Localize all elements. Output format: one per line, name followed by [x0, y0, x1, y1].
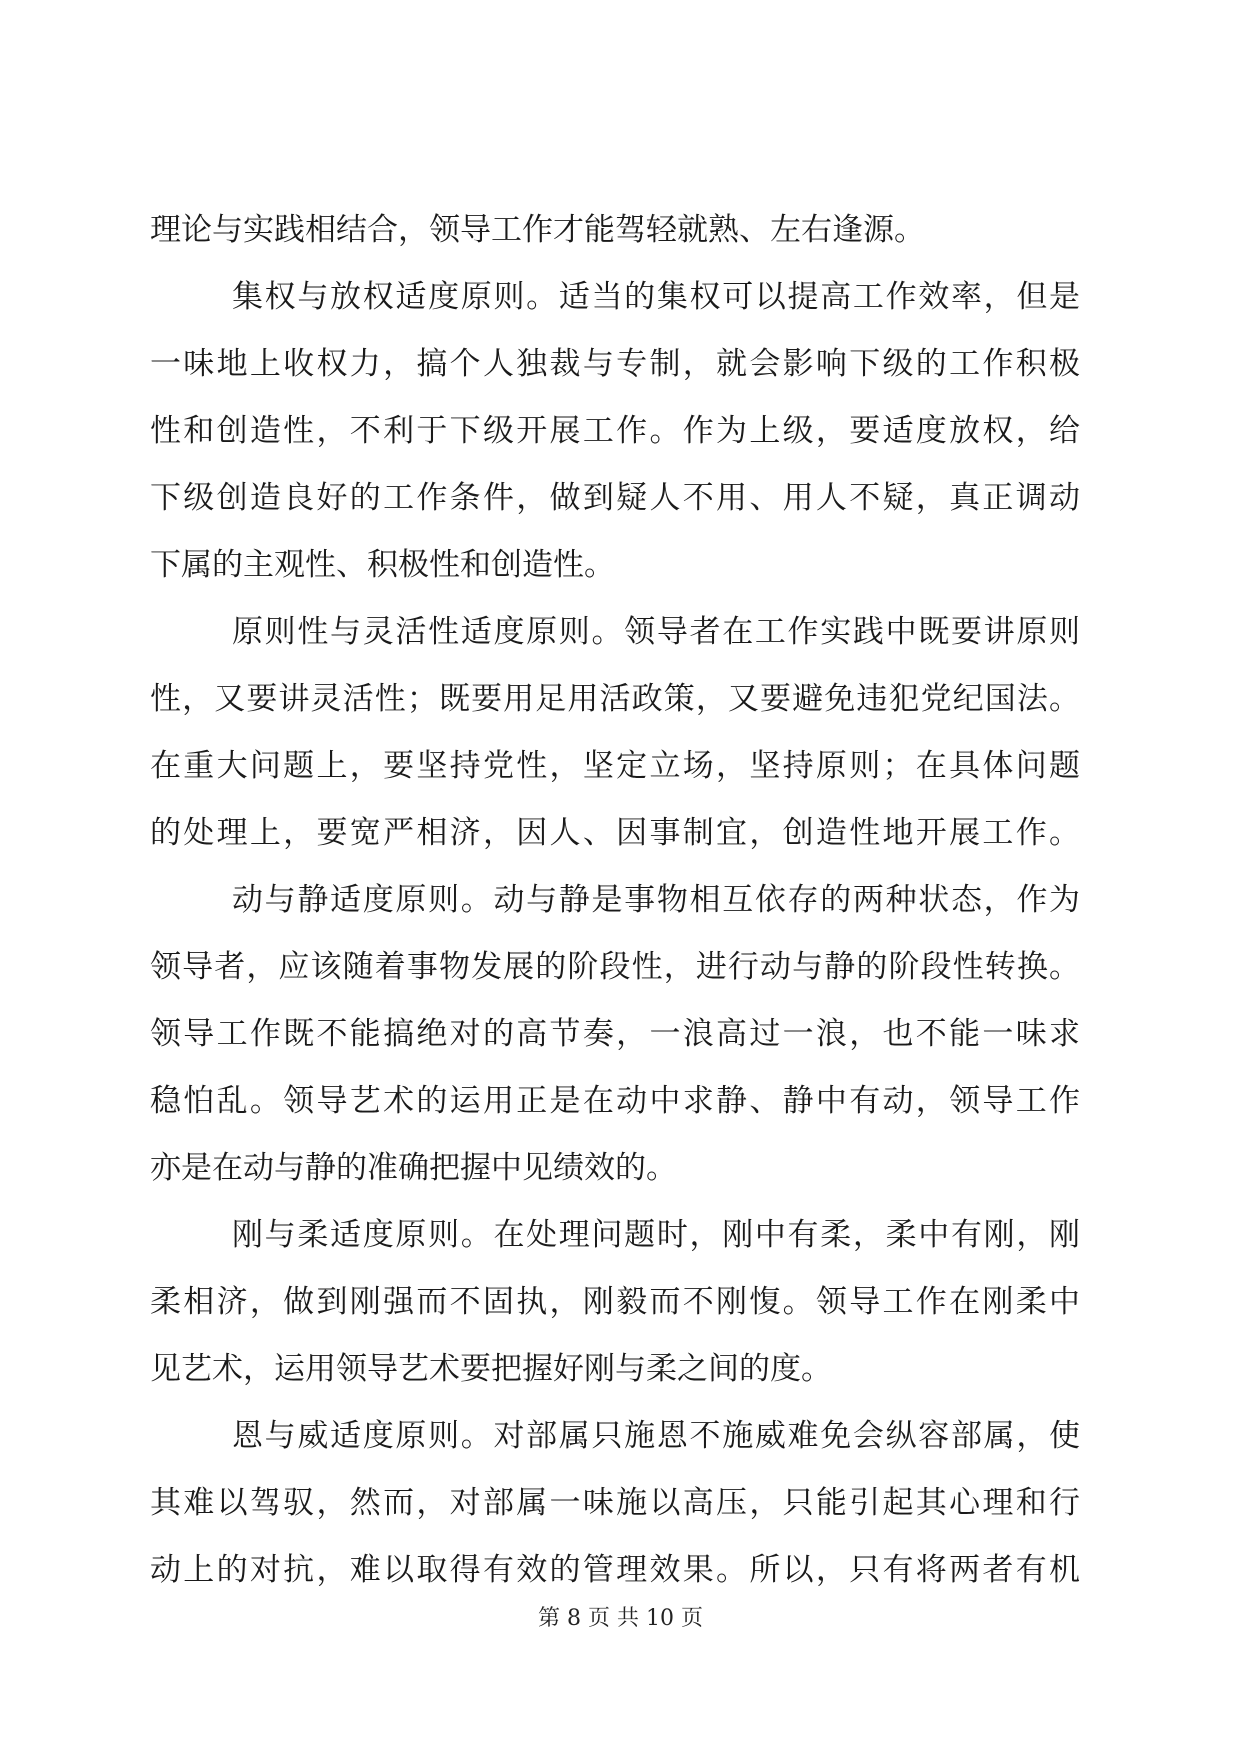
text-line: 性和创造性，不利于下级开展工作。作为上级，要适度放权，给	[150, 413, 1080, 449]
text-line: 在重大问题上，要坚持党性，坚定立场，坚持原则；在具体问题	[150, 748, 1080, 784]
text-line: 亦是在动与静的准确把握中见绩效的。	[150, 1150, 677, 1186]
text-line: 的处理上，要宽严相济，因人、因事制宜，创造性地开展工作。	[150, 815, 1080, 851]
paragraph-start-line: 原则性与灵活性适度原则。领导者在工作实践中既要讲原则	[232, 614, 1080, 650]
text-line: 稳怕乱。领导艺术的运用正是在动中求静、静中有动，领导工作	[150, 1083, 1080, 1119]
text-line: 领导工作既不能搞绝对的高节奏，一浪高过一浪，也不能一味求	[150, 1016, 1080, 1052]
text-line: 领导者，应该随着事物发展的阶段性，进行动与静的阶段性转换。	[150, 949, 1080, 985]
text-line: 下属的主观性、积极性和创造性。	[150, 547, 615, 583]
paragraph-start-line: 集权与放权适度原则。适当的集权可以提高工作效率，但是	[232, 279, 1080, 315]
page-number-footer: 第 8 页 共 10 页	[538, 1606, 703, 1631]
paragraph-start-line: 动与静适度原则。动与静是事物相互依存的两种状态，作为	[232, 882, 1080, 918]
text-line: 理论与实践相结合，领导工作才能驾轻就熟、左右逢源。	[150, 212, 925, 248]
text-line: 性，又要讲灵活性；既要用足用活政策，又要避免违犯党纪国法。	[150, 681, 1080, 717]
text-line: 柔相济，做到刚强而不固执，刚毅而不刚愎。领导工作在刚柔中	[150, 1284, 1080, 1320]
text-line: 下级创造良好的工作条件，做到疑人不用、用人不疑，真正调动	[150, 480, 1080, 516]
document-body	[150, 197, 1080, 1604]
text-line: 一味地上收权力，搞个人独裁与专制，就会影响下级的工作积极	[150, 346, 1080, 382]
text-line: 动上的对抗，难以取得有效的管理效果。所以，只有将两者有机	[150, 1552, 1080, 1588]
text-line: 其难以驾驭，然而，对部属一味施以高压，只能引起其心理和行	[150, 1485, 1080, 1521]
text-line: 见艺术，运用领导艺术要把握好刚与柔之间的度。	[150, 1351, 832, 1387]
paragraph-start-line: 恩与威适度原则。对部属只施恩不施威难免会纵容部属，使	[232, 1418, 1080, 1454]
paragraph-start-line: 刚与柔适度原则。在处理问题时，刚中有柔，柔中有刚，刚	[232, 1217, 1080, 1253]
